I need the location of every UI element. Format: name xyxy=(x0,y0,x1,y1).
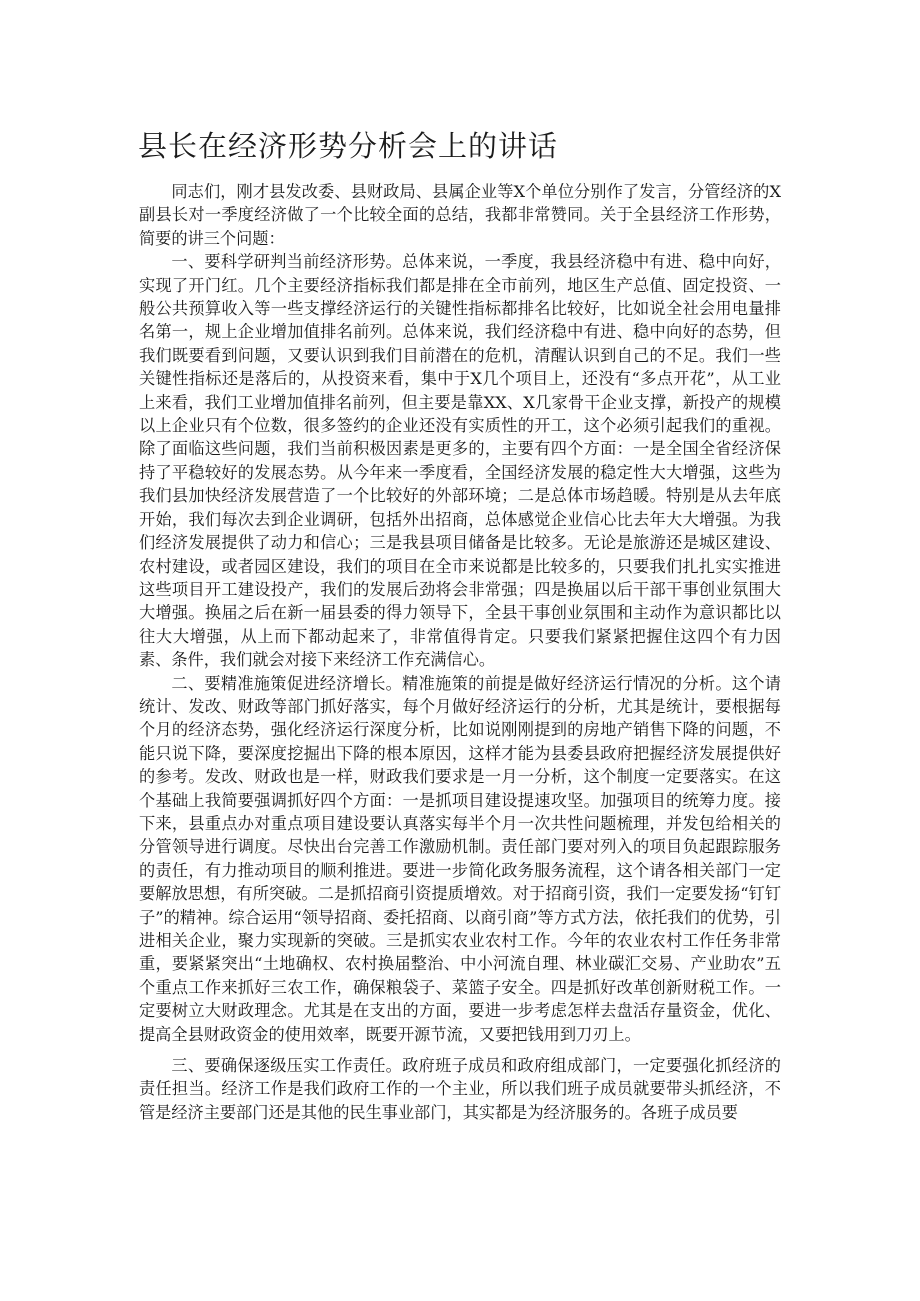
document-body xyxy=(139,180,781,1124)
paragraph-section-one: 一、要科学研判当前经济形势。总体来说，一季度，我县经济稳中有进、稳中向好，实现了开门红。几个主要经济指标我们都是排在全市前列，地区生产总值、固定投资、一般公共预算收入等一些支撑经济运行的关键性指标都排名比较好，比如说全社会用电量排名第一，规上企业增加值排名前列。总体来说，我们经济稳中有进、稳中向好的态势，但我们既要看到问题，又要认识到我们目前潜在的危机，清醒认识到自己的不足。我们一些关键性指标还是落后的，从投资来看，集中于X几个项目上，还没有“多点开花”，从工业上来看，我们工业增加值排名前列，但主要是靠XX、X几家骨干企业支撑，新投产的规模以上企业只有个位数，很多签约的企业还没有实质性的开工，这个必须引起我们的重视。除了面临这些问题，我们当前积极因素是更多的，主要有四个方面：一是全国全省经济保持了平稳较好的发展态势。从今年来一季度看，全国经济发展的稳定性大大增强，这些为我们县加快经济发展营造了一个比较好的外部环境；二是总体市场趋暖。特别是从去年底开始，我们每次去到企业调研，包括外出招商，总体感觉企业信心比去年大大增强。为我们经济发展提供了动力和信心；三是我县项目储备是比较多。无论是旅游还是城区建设、农村建设，或者园区建设，我们的项目在全市来说都是比较多的，只要我们扎扎实实推进这些项目开工建设投产，我们的发展后劲将会非常强；四是换届以后干部干事创业氛围大大增强。换届之后在新一届县委的得力领导下，全县干事创业氛围和主动作为意识都比以往大大增强，从上而下都动起来了，非常值得肯定。只要我们紧紧把握住这四个有力因素、条件，我们就会对接下来经济工作充满信心。 xyxy=(139,252,781,670)
paragraph-section-three: 三、要确保逐级压实工作责任。政府班子成员和政府组成部门，一定要强化抓经济的责任担当。经济工作是我们政府工作的一个主业，所以我们班子成员就要带头抓经济，不管是经济主要部门还是其他的民生事业部门，其实都是为经济服务的。各班子成员要 xyxy=(139,1056,781,1122)
paragraph-intro: 同志们，刚才县发改委、县财政局、县属企业等X个单位分别作了发言，分管经济的X副县长对一季度经济做了一个比较全面的总结，我都非常赞同。关于全县经济工作形势，简要的讲三个问题： xyxy=(139,182,781,248)
paragraph-section-two: 二、要精准施策促进经济增长。精准施策的前提是做好经济运行情况的分析。这个请统计、发改、财政等部门抓好落实，每个月做好经济运行的分析，尤其是统计，要根据每个月的经济态势，强化经济运行深度分析，比如说刚刚提到的房地产销售下降的问题，不能只说下降，要深度挖掘出下降的根本原因，这样才能为县委县政府把握经济发展提供好的参考。发改、财政也是一样，财政我们要求是一月一分析，这个制度一定要落实。在这个基础上我简要强调抓好四个方面：一是抓项目建设提速攻坚。加强项目的统筹力度。接下来，县重点办对重点项目建设要认真落实每半个月一次共性问题梳理，并发包给相关的分管领导进行调度。尽快出台完善工作激励机制。责任部门要对列入的项目负起跟踪服务的责任，有力推动项目的顺利推进。要进一步简化政务服务流程，这个请各相关部门一定要解放思想，有所突破。二是抓招商引资提质增效。对于招商引资，我们一定要发扬“钉钉子”的精神。综合运用“领导招商、委托招商、以商引商”等方式方法，依托我们的优势，引进相关企业，聚力实现新的突破。三是抓实农业农村工作。今年的农业农村工作任务非常重，要紧紧突出“土地确权、农村换届整治、中小河流自理、林业碳汇交易、产业助农”五个重点工作来抓好三农工作，确保粮袋子、菜篮子安全。四是抓好改革创新财税工作。一定要树立大财政理念。尤其是在支出的方面，要进一步考虑怎样去盘活存量资金，优化、提高全县财政资金的使用效率，既要开源节流，又要把钱用到刀刃上。 xyxy=(139,673,781,1044)
document-title: 县长在经济形势分析会上的讲话 xyxy=(138,129,559,163)
